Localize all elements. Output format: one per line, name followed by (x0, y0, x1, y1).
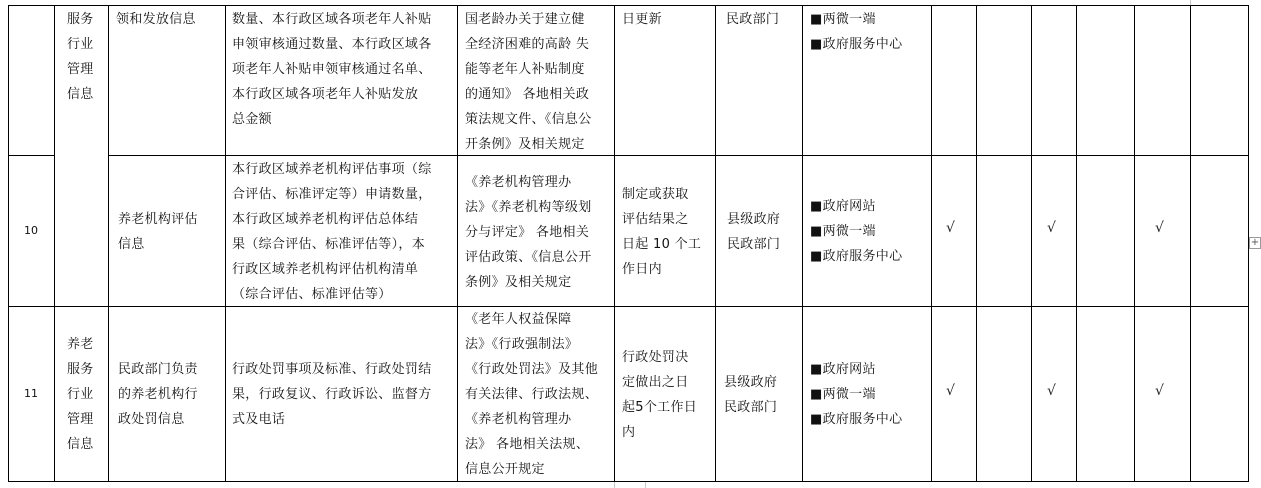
row3-time: 行政处罚决 定做出之日 起5个工作日 内 (622, 350, 698, 440)
row1-item: 领和发放信息 (116, 12, 196, 27)
row3-channel: ■政府网站 (810, 362, 876, 377)
grid-line-bottom (8, 481, 1249, 482)
row2-channel: ■政府服务中心 (810, 249, 903, 264)
row3-basis: 《老年人权益保障 法》《行政强制法》 《行政处罚法》及其他 有关法律、行政法规、 《养老机构管理办 法》 各地相关法规、 信息公开规定 (465, 312, 599, 477)
check-mark: √ (1047, 220, 1056, 236)
check-mark: √ (946, 383, 955, 399)
row1-time: 日更新 (622, 12, 662, 27)
row3-channel: ■两微一端 (810, 387, 876, 402)
check-mark: √ (1047, 383, 1056, 399)
grid-line-col11 (1076, 5, 1077, 482)
add-row-handle[interactable]: + (1250, 237, 1260, 248)
grid-line-col12 (1134, 5, 1135, 482)
row1-basis: 国老龄办关于建立健 全经济困难的高龄 失 能等老年人补贴制度 的通知》 各地相关政 策法规文件、《信息公 开条例》及相关规定 (465, 12, 592, 152)
grid-line-top (8, 5, 1249, 6)
grid-line-row1-bottom (8, 155, 54, 156)
check-mark: √ (1155, 220, 1164, 236)
row2-number: 10 (24, 224, 38, 237)
grid-line-row1-bottom (108, 155, 1249, 156)
row2-content: 本行政区域养老机构评估事项（综 合评估、标准评定等）申请数量， 本行政区域养老机构评估总体结 果（综合评估、标准评估等），本 行政区域养老机构评估机构清单 （综合评估、标准评估等） (232, 162, 432, 302)
row3-category: 养老 服务 行业 管理 信息 (67, 337, 94, 452)
grid-line-col5 (614, 5, 615, 482)
grid-line-col13 (1190, 5, 1191, 482)
row1-content: 数量、本行政区域各项老年人补贴 申领审核通过数量、本行政区域各 项老年人补贴申领审核通过名单、 本行政区域各项老年人补贴发放 总金额 (232, 12, 432, 127)
grid-line-col1 (54, 5, 55, 482)
row1-channel: ■政府服务中心 (810, 37, 903, 52)
grid-line-col0 (8, 5, 9, 482)
row1-category: 服务 行业 管理 信息 (67, 12, 94, 102)
row2-basis: 《养老机构管理办 法》《养老机构等级划 分与评定》 各地相关 评估政策、《信息公开 条例》及相关规定 (465, 175, 592, 290)
row3-channel: ■政府服务中心 (810, 412, 903, 427)
check-mark: √ (946, 220, 955, 236)
check-mark: √ (1155, 383, 1164, 399)
grid-line-col4 (457, 5, 458, 482)
row3-subject: 县级政府 民政部门 (724, 375, 778, 415)
row1-subject: 民政部门 (726, 12, 780, 27)
row2-channel: ■两微一端 (810, 224, 876, 239)
row1-channel: ■两微一端 (810, 12, 876, 27)
page-edge-line (614, 482, 615, 488)
grid-line-col7 (802, 5, 803, 482)
grid-line-col9 (976, 5, 977, 482)
grid-line-col8 (931, 5, 932, 482)
grid-line-col10 (1031, 5, 1032, 482)
row2-time: 制定或获取 评估结果之 日起 10 个工 作日内 (622, 187, 702, 277)
grid-line-row2-bottom (8, 306, 1249, 307)
row3-number: 11 (24, 387, 38, 400)
row2-channel: ■政府网站 (810, 199, 876, 214)
page-edge-line (645, 482, 646, 488)
row3-content: 行政处罚事项及标准、行政处罚结 果，行政复议、行政诉讼、监督方 式及电话 (232, 362, 432, 427)
row2-item: 养老机构评估 信息 (118, 212, 198, 252)
row3-item: 民政部门负责 的养老机构行 政处罚信息 (118, 362, 198, 427)
page-edge-line (1190, 0, 1191, 5)
grid-line-col2 (108, 5, 109, 482)
grid-line-col6 (715, 5, 716, 482)
grid-line-col3 (225, 5, 226, 482)
row2-subject: 县级政府 民政部门 (727, 212, 781, 252)
